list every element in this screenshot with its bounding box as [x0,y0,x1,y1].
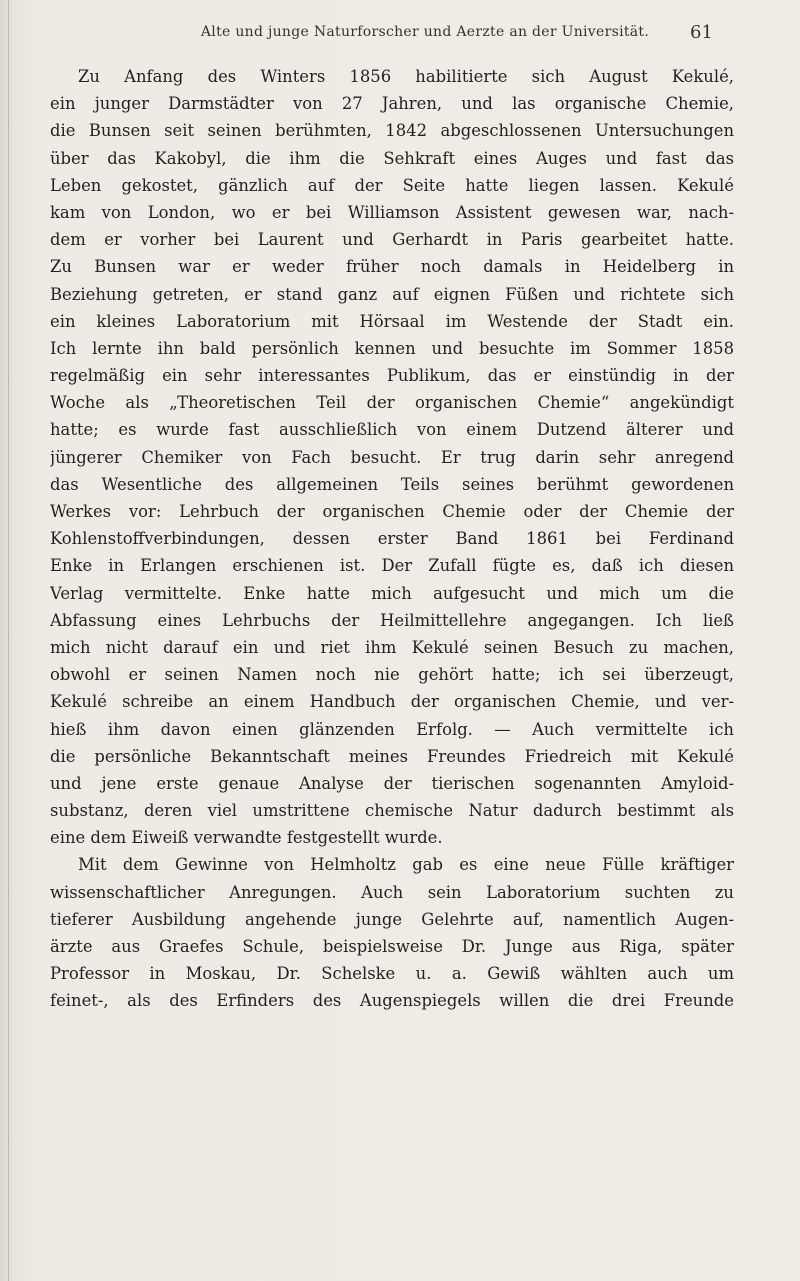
text-line: Kohlenstoffverbindungen, dessen erster Band 1861 bei Ferdinand [50,529,734,549]
text-line: das Wesentliche des allgemeinen Teils seines berühmt gewordenen [50,474,734,494]
body-text [50,63,734,1015]
text-line: ein kleines Laboratorium mit Hörsaal im Westende der Stadt ein. [50,311,734,331]
text-line: Abfassung eines Lehrbuchs der Heilmittellehre angegangen. Ich ließ [50,610,734,630]
page-number: 61 [690,22,713,43]
text-line: ärzte aus Graefes Schule, beispielsweise Dr. Junge aus Riga, später [50,937,734,956]
text-line: kam von London, wo er bei Williamson Assistent gewesen war, nach- [50,202,734,222]
text-line: dem er vorher bei Laurent und Gerhardt in Paris gearbeitet hatte. [50,230,734,250]
text-line: wissenschaftlicher Anregungen. Auch sein Laboratorium suchten zu [50,882,734,902]
text-line: die Bunsen seit seinen berühmten, 1842 abgeschlossenen Untersuchungen [50,121,734,141]
text-line: Zu Anfang des Winters 1856 habilitierte sich August Kekulé, [78,67,734,86]
text-line: Enke in Erlangen erschienen ist. Der Zufall fügte es, daß ich diesen [50,556,734,576]
text-line: tieferer Ausbildung angehende junge Gelehrte auf, namentlich Augen- [50,909,734,929]
text-line: Kekulé schreibe an einem Handbuch der organischen Chemie, und ver- [50,692,734,712]
text-line: feinet-, als des Erfinders des Augenspiegels willen die drei Freunde [50,991,734,1011]
text-line: Ich lernte ihn bald persönlich kennen und besuchte im Sommer 1858 [50,338,734,358]
text-line: Werkes vor: Lehrbuch der organischen Chemie oder der Chemie der [50,502,734,521]
text-line: Mit dem Gewinne von Helmholtz gab es eine neue Fülle kräftiger [78,855,734,875]
text-line: eine dem Eiweiß verwandte festgestellt wurde. [50,828,443,848]
text-line: hieß ihm davon einen glänzenden Erfolg. — Auch vermittelte ich [50,719,734,739]
text-line: Professor in Moskau, Dr. Schelske u. a. Gewiß wählten auch um [50,964,734,984]
running-header: Alte und junge Naturforscher und Aerzte an der Universität. [200,24,650,40]
text-line: obwohl er seinen Namen noch nie gehört hatte; ich sei überzeugt, [50,665,734,685]
text-line: hatte; es wurde fast ausschließlich von einem Dutzend älterer und [50,420,734,440]
text-line: mich nicht darauf ein und riet ihm Kekulé seinen Besuch zu machen, [50,637,734,657]
text-line: jüngerer Chemiker von Fach besucht. Er trug darin sehr anregend [50,447,734,467]
text-line: und jene erste genaue Analyse der tierischen sogenannten Amyloid- [50,773,734,793]
text-line: Beziehung getreten, er stand ganz auf eignen Füßen und richtete sich [50,284,734,304]
text-line: substanz, deren viel umstrittene chemische Natur dadurch bestimmt als [50,801,734,821]
text-line: Woche als „Theoretischen Teil der organischen Chemie“ angekündigt [50,393,734,413]
text-line: Zu Bunsen war er weder früher noch damals in Heidelberg in [50,257,734,277]
text-line: regelmäßig ein sehr interessantes Publikum, das er einstündig in der [50,366,734,386]
page-gutter-line [8,0,9,1281]
text-line: über das Kakobyl, die ihm die Sehkraft eines Auges und fast das [50,148,734,168]
text-line: Verlag vermittelte. Enke hatte mich aufgesucht und mich um die [50,583,734,603]
text-line: ein junger Darmstädter von 27 Jahren, und las organische Chemie, [50,94,734,114]
text-line: die persönliche Bekanntschaft meines Freundes Friedreich mit Kekulé [50,746,734,766]
text-line: Leben gekostet, gänzlich auf der Seite hatte liegen lassen. Kekulé [50,175,734,195]
